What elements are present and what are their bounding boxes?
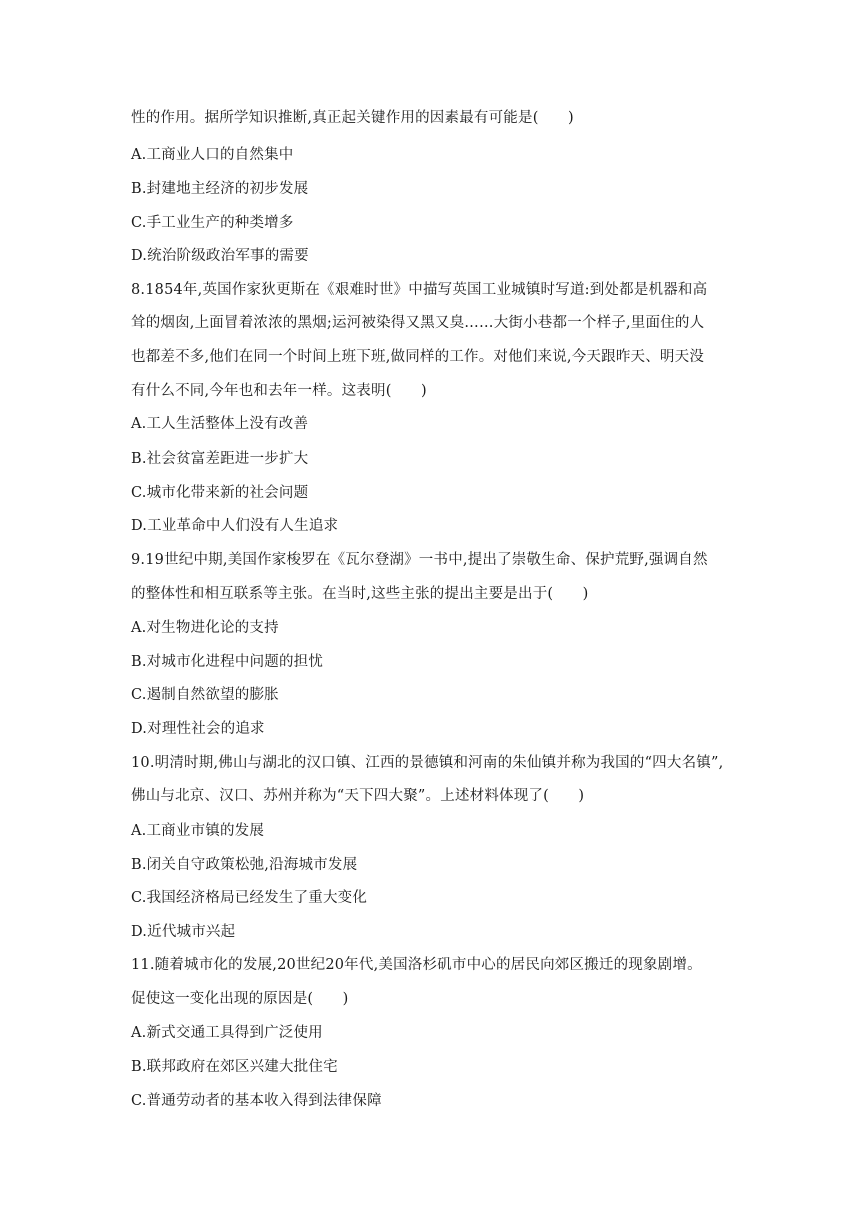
q7-option-b: B.封建地主经济的初步发展 [131,181,309,197]
q9-stem-line-2: 的整体性和相互联系等主张。在当时,这些主张的提出主要是出于( ) [131,586,589,602]
q9-option-c: C.遏制自然欲望的膨胀 [131,687,279,703]
q8-option-c: C.城市化带来新的社会问题 [131,485,309,501]
q10-option-a: A.工商业市镇的发展 [131,823,265,839]
q9-stem-line-1: 9.19世纪中期,美国作家梭罗在《瓦尔登湖》一书中,提出了崇敬生命、保护荒野,强调自然 [131,552,708,568]
q9-option-b: B.对城市化进程中问题的担忧 [131,654,324,670]
q9-option-d: D.对理性社会的追求 [131,721,265,737]
q10-option-d: D.近代城市兴起 [131,924,236,940]
q11-option-c: C.普通劳动者的基本收入得到法律保障 [131,1093,382,1109]
q7-stem-tail: 性的作用。据所学知识推断,真正起关键作用的因素最有可能是( ) [131,110,574,126]
q11-option-b: B.联邦政府在郊区兴建大批住宅 [131,1059,338,1075]
q8-stem-line-3: 也都差不多,他们在同一个时间上班下班,做同样的工作。对他们来说,今天跟昨天、明天没 [131,349,705,365]
q7-option-a: A.工商业人口的自然集中 [131,147,294,163]
q7-option-d: D.统治阶级政治军事的需要 [131,248,309,264]
q11-stem-line-2: 促使这一变化出现的原因是( ) [131,991,349,1007]
q10-stem-line-1: 10.明清时期,佛山与湖北的汉口镇、江西的景德镇和河南的朱仙镇并称为我国的“四大名镇”, [131,755,724,771]
q8-option-d: D.工业革命中人们没有人生追求 [131,518,339,534]
q11-stem-line-1: 11.随着城市化的发展,20世纪20年代,美国洛杉矶市中心的居民向郊区搬迁的现象剧增。 [131,957,702,973]
q9-option-a: A.对生物进化论的支持 [131,620,279,636]
q8-stem-line-1: 8.1854年,英国作家狄更斯在《艰难时世》中描写英国工业城镇时写道:到处都是机器和高 [131,282,708,298]
q11-option-a: A.新式交通工具得到广泛使用 [131,1025,323,1041]
q10-option-c: C.我国经济格局已经发生了重大变化 [131,890,368,906]
q8-option-a: A.工人生活整体上没有改善 [131,416,309,432]
q10-option-b: B.闭关自守政策松弛,沿海城市发展 [131,857,358,873]
q8-stem-line-4: 有什么不同,今年也和去年一样。这表明( ) [131,383,427,399]
q7-option-c: C.手工业生产的种类增多 [131,215,294,231]
q8-option-b: B.社会贫富差距进一步扩大 [131,451,309,467]
q10-stem-line-2: 佛山与北京、汉口、苏州并称为“天下四大聚”。上述材料体现了( ) [131,788,585,804]
q8-stem-line-2: 耸的烟囱,上面冒着浓浓的黑烟;运河被染得又黑又臭……大街小巷都一个样子,里面住的人 [131,315,705,331]
